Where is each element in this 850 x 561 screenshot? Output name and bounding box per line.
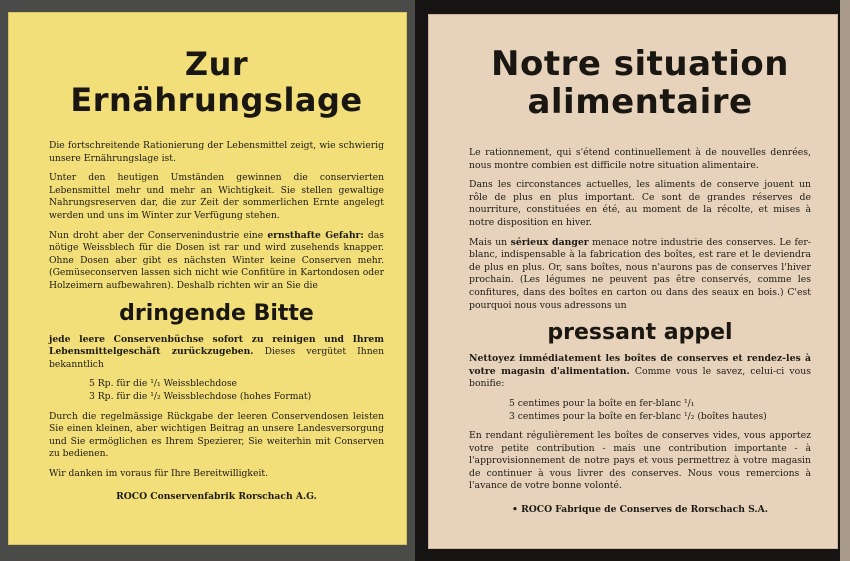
french-poster — [428, 14, 838, 549]
german-appeal-rest: Dieses vergütet Ihnen bekanntlich — [49, 346, 384, 370]
german-paragraph-5: Durch die regelmässige Rückgabe der leeren Conservendosen leisten Sie einen kleinen, aber wichtigen Beitrag an unsere Landesversorgung und Sie ermöglichen es Ihrem Spezierer, Sie weiterhin mit Conserven zu bedienen. — [49, 410, 384, 460]
french-paragraph-2: Dans les circonstances actuelles, les aliments de conserve jouent un rôle de plus en plus important. Ce sont de grandes réserves de nourriture, constituées en été, au moment de la récolte, et mises à notre disposition en hiver. — [469, 179, 811, 228]
german-paragraph-1: Die fortschreitende Rationierung der Lebensmittel zeigt, wie schwierig unsere Ernährungslage ist. — [49, 140, 384, 164]
german-rate-2: 3 Rp. für die ¹/₂ Weissblechdose (hohes Format) — [89, 390, 312, 402]
german-title-line1: Zur — [184, 45, 249, 83]
german-paragraph-3-start: Nun droht aber der Conservenindustrie eine — [49, 229, 264, 241]
french-appeal-bold: Nettoyez immédiatement les boîtes de conserves et rendez-les à votre magasin d'alimentation. — [469, 353, 811, 377]
german-poster — [8, 12, 407, 545]
french-appeal-rest: Comme vous le savez, celui-ci vous bonifie: — [469, 365, 811, 390]
french-paragraph-3 — [469, 237, 811, 313]
german-appeal-paragraph — [49, 334, 384, 372]
french-signature: • ROCO Fabrique de Conserves de Rorschach S.A. — [512, 504, 768, 516]
french-title-line1: Notre situation — [491, 44, 789, 84]
french-appeal-paragraph — [469, 353, 811, 391]
french-rate-2: 3 centimes pour la boîte en fer-blanc ¹/₂ (boîtes hautes) — [509, 410, 767, 422]
french-danger-phrase: sérieux danger — [510, 236, 589, 248]
french-paragraph-3-rest: menace notre industrie des conserves. Le fer-blanc, indispensable à la fabrication des boîtes, est rare et le deviendra de plus en plus. Or, sans boîtes, nous n'aurons pas de conserves l'hiver prochain. (Les légumes ne peuvent pas être conservés, comme les confitures, dans des boîtes en carton ou dans des seaux en bois.) C'est pourquoi nous vous adressons un — [469, 236, 811, 311]
french-title — [469, 15, 811, 121]
french-rate-1: 5 centimes pour la boîte en fer-blanc ¹/₁ — [509, 397, 695, 409]
german-paragraph-6: Wir danken im voraus für Ihre Bereitwilligkeit. — [49, 467, 268, 479]
french-title-line2: alimentaire — [527, 82, 753, 122]
german-title-line2: Ernährungslage — [70, 81, 363, 119]
german-appeal-heading: dringende Bitte — [119, 300, 314, 326]
right-scan-edge — [840, 0, 850, 561]
german-title — [49, 13, 384, 118]
french-paragraph-5: En rendant régulièrement les boîtes de conserves vides, vous apportez votre petite contribution - mais une contribution importante - à l'approvisionnement de notre pays et vous permettrez à votre magasin de continuer à vous livrer des conserves. Nous vous remercions à l'avance de votre bonne volonté. — [469, 430, 811, 492]
german-danger-phrase: ernsthafte Gefahr: — [267, 229, 364, 241]
french-paragraph-1: Le rationnement, qui s'étend continuellement à de nouvelles denrées, nous montre combien est difficile notre situation alimentaire. — [469, 147, 811, 171]
french-appeal-heading: pressant appel — [547, 320, 733, 346]
german-paragraph-2: Unter den heutigen Umständen gewinnen die conservierten Lebensmittel mehr und mehr an Wichtigkeit. Sie stellen gewaltige Nahrungsreserven dar, die zur Zeit der sommerlichen Ernte angelegt werden und uns im Winter zur Verfügung stehen. — [49, 172, 384, 221]
german-signature: ROCO Conservenfabrik Rorschach A.G. — [116, 491, 317, 503]
german-paragraph-3-rest: das nötige Weissblech für die Dosen ist rar und wird zusehends knapper. Ohne Dosen aber gibt es nächsten Winter keine Conserven mehr. (Gemüseconserven lassen sich nicht wie Confitüre in Kartondosen oder Holzeimern aufbewahren). Deshalb richten wir an Sie die — [49, 229, 384, 291]
french-paragraph-3-start: Mais un — [469, 236, 508, 248]
german-paragraph-3 — [49, 230, 384, 293]
german-appeal-bold: jede leere Conservenbüchse sofort zu reinigen und Ihrem Lebensmittelgeschäft zurückzugeben. — [49, 333, 384, 358]
german-rate-1: 5 Rp. für die ¹/₁ Weissblechdose — [89, 378, 237, 390]
